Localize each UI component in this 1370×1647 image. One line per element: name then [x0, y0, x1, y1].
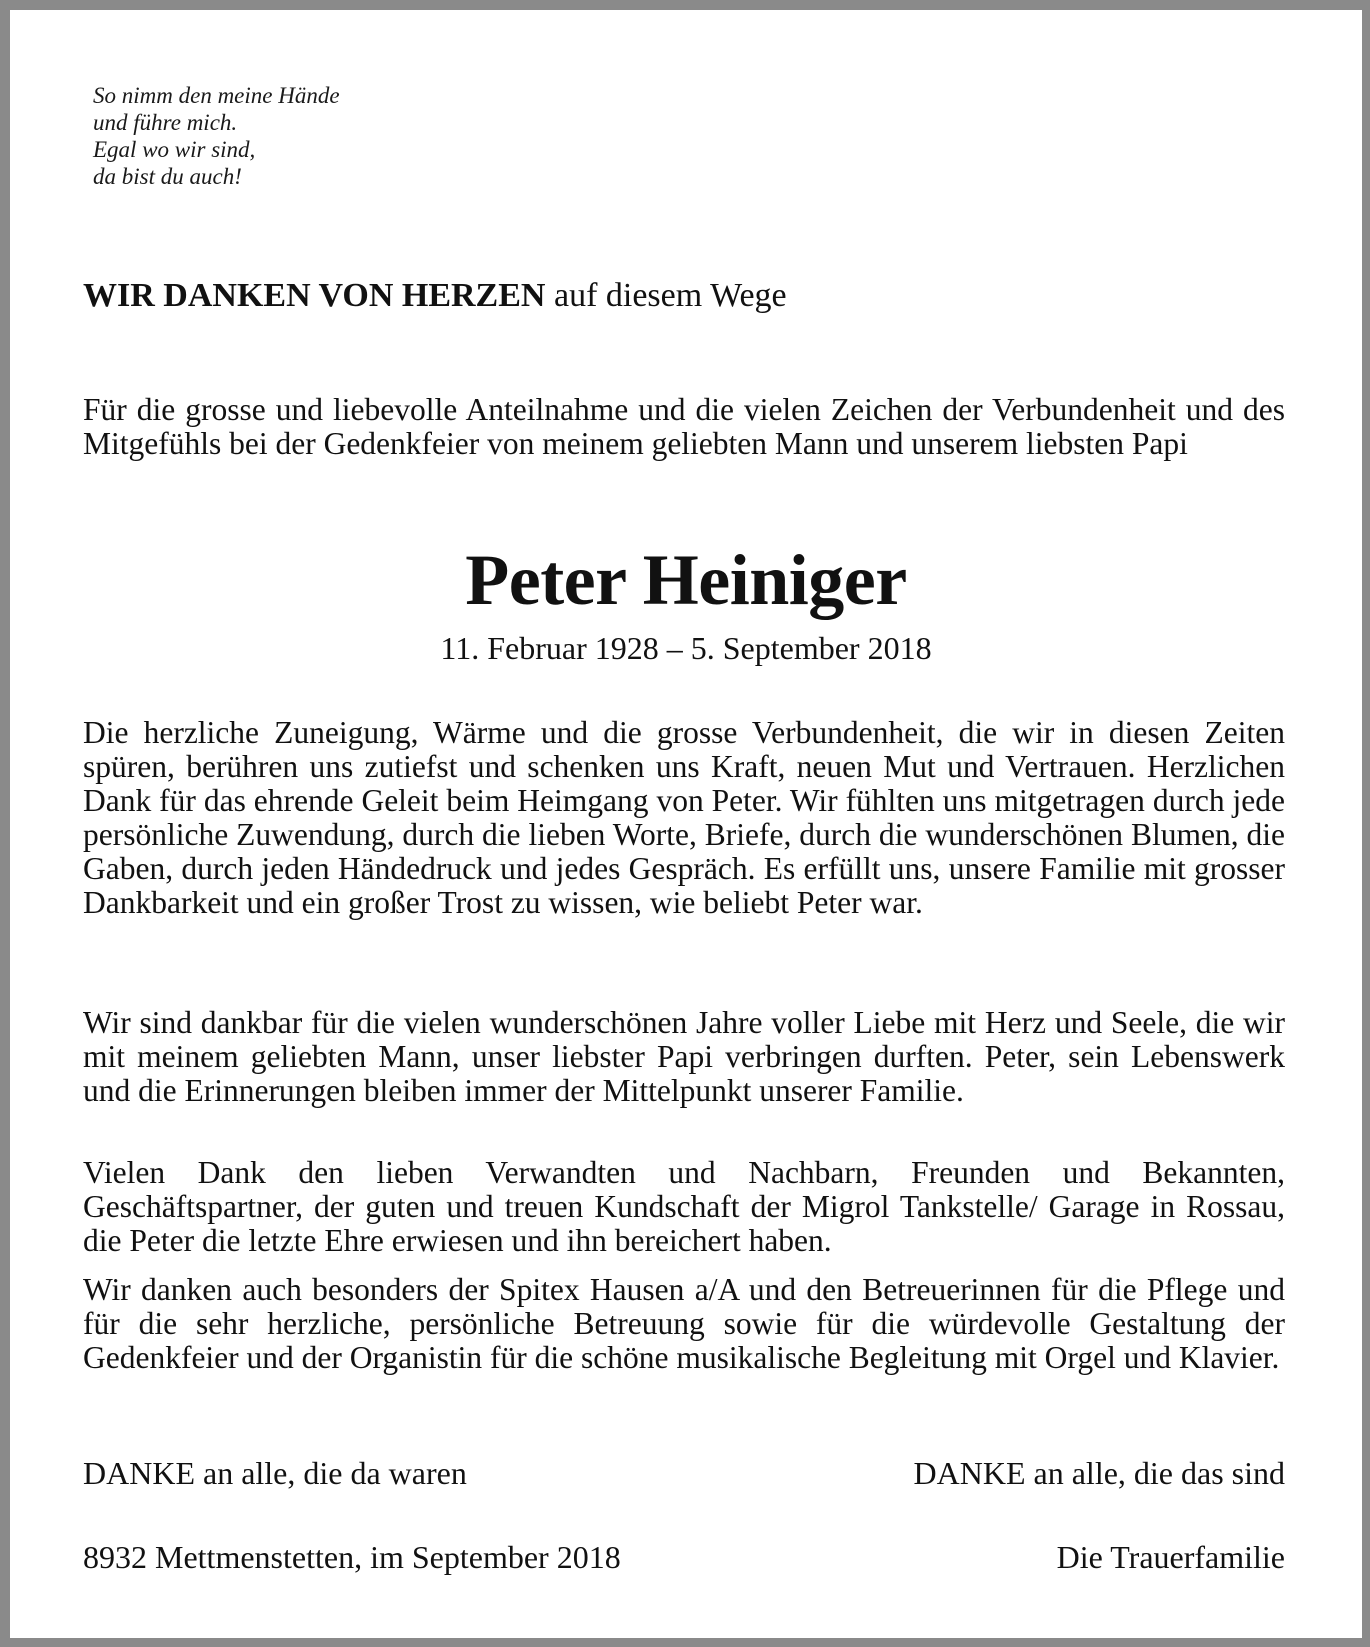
poem-line: und führe mich. — [93, 110, 238, 135]
deceased-name: Peter Heiniger — [465, 540, 907, 620]
poem-line: da bist du auch! — [93, 164, 242, 189]
body-paragraph: Die herzliche Zuneigung, Wärme und die grosse Verbundenheit, die wir in diesen Zeiten spüren, berühren uns zutiefst und schenken uns Kraft, neuen Mut und Vertrauen. Herzlichen Dank für das ehrende Geleit beim Heimgang von Peter. Wir fühlten uns mitgetragen durch jede persönliche Zuwendung, durch die lieben Worte, Briefe, durch die wunderschönen Blumen, die Gaben, durch jeden Händedruck und jedes Gespräch. Es erfüllt uns, unsere Familie mit grosser Dankbarkeit und ein großer Trost zu wissen, wie beliebt Peter war. — [83, 715, 1285, 920]
closing-left: DANKE an alle, die da waren — [83, 1455, 467, 1491]
body-paragraph: Vielen Dank den lieben Verwandten und Nachbarn, Freunden und Bekannten, Geschäftspartner, der guten und treuen Kundschaft der Migrol Tankstelle/ Garage in Rossau, die Peter die letzte Ehre erwiesen und ihn bereichert haben. — [83, 1155, 1285, 1258]
poem — [93, 82, 340, 190]
body-paragraph: Wir sind dankbar für die vielen wunderschönen Jahre voller Liebe mit Herz und Seele, die wir mit meinem geliebten Mann, unser liebster Papi verbringen durften. Peter, sein Lebenswerk und die Erinnerungen bleiben immer der Mittelpunkt unserer Familie. — [83, 1005, 1285, 1108]
deceased-dates: 11. Februar 1928 – 5. September 2018 — [440, 630, 932, 666]
obituary-page — [10, 10, 1362, 1638]
closing-thanks — [83, 1453, 1285, 1493]
poem-line: So nimm den meine Hände — [93, 83, 340, 108]
intro-paragraph: Für die grosse und liebevolle Anteilnahme und die vielen Zeichen der Verbundenheit und des Mitgefühls bei der Gedenkfeier von meinem geliebten Mann und unserem liebsten Papi — [83, 392, 1285, 461]
thanks-heading-rest: auf diesem Wege — [545, 277, 787, 314]
signature: Die Trauerfamilie — [1056, 1539, 1285, 1575]
thanks-heading-strong: WIR DANKEN VON HERZEN — [83, 277, 546, 314]
poem-line: Egal wo wir sind, — [93, 137, 256, 162]
place-date: 8932 Mettmenstetten, im September 2018 — [83, 1539, 621, 1575]
footer — [83, 1537, 1285, 1577]
closing-right: DANKE an alle, die das sind — [913, 1455, 1285, 1491]
thanks-heading — [83, 276, 787, 316]
body-paragraph: Wir danken auch besonders der Spitex Hausen a/A und den Betreuerinnen für die Pflege und für die sehr herzliche, persönliche Betreuung sowie für die würdevolle Gestaltung der Gedenkfeier und der Organistin für die schöne musikalische Begleitung mit Orgel und Klavier. — [83, 1272, 1285, 1375]
